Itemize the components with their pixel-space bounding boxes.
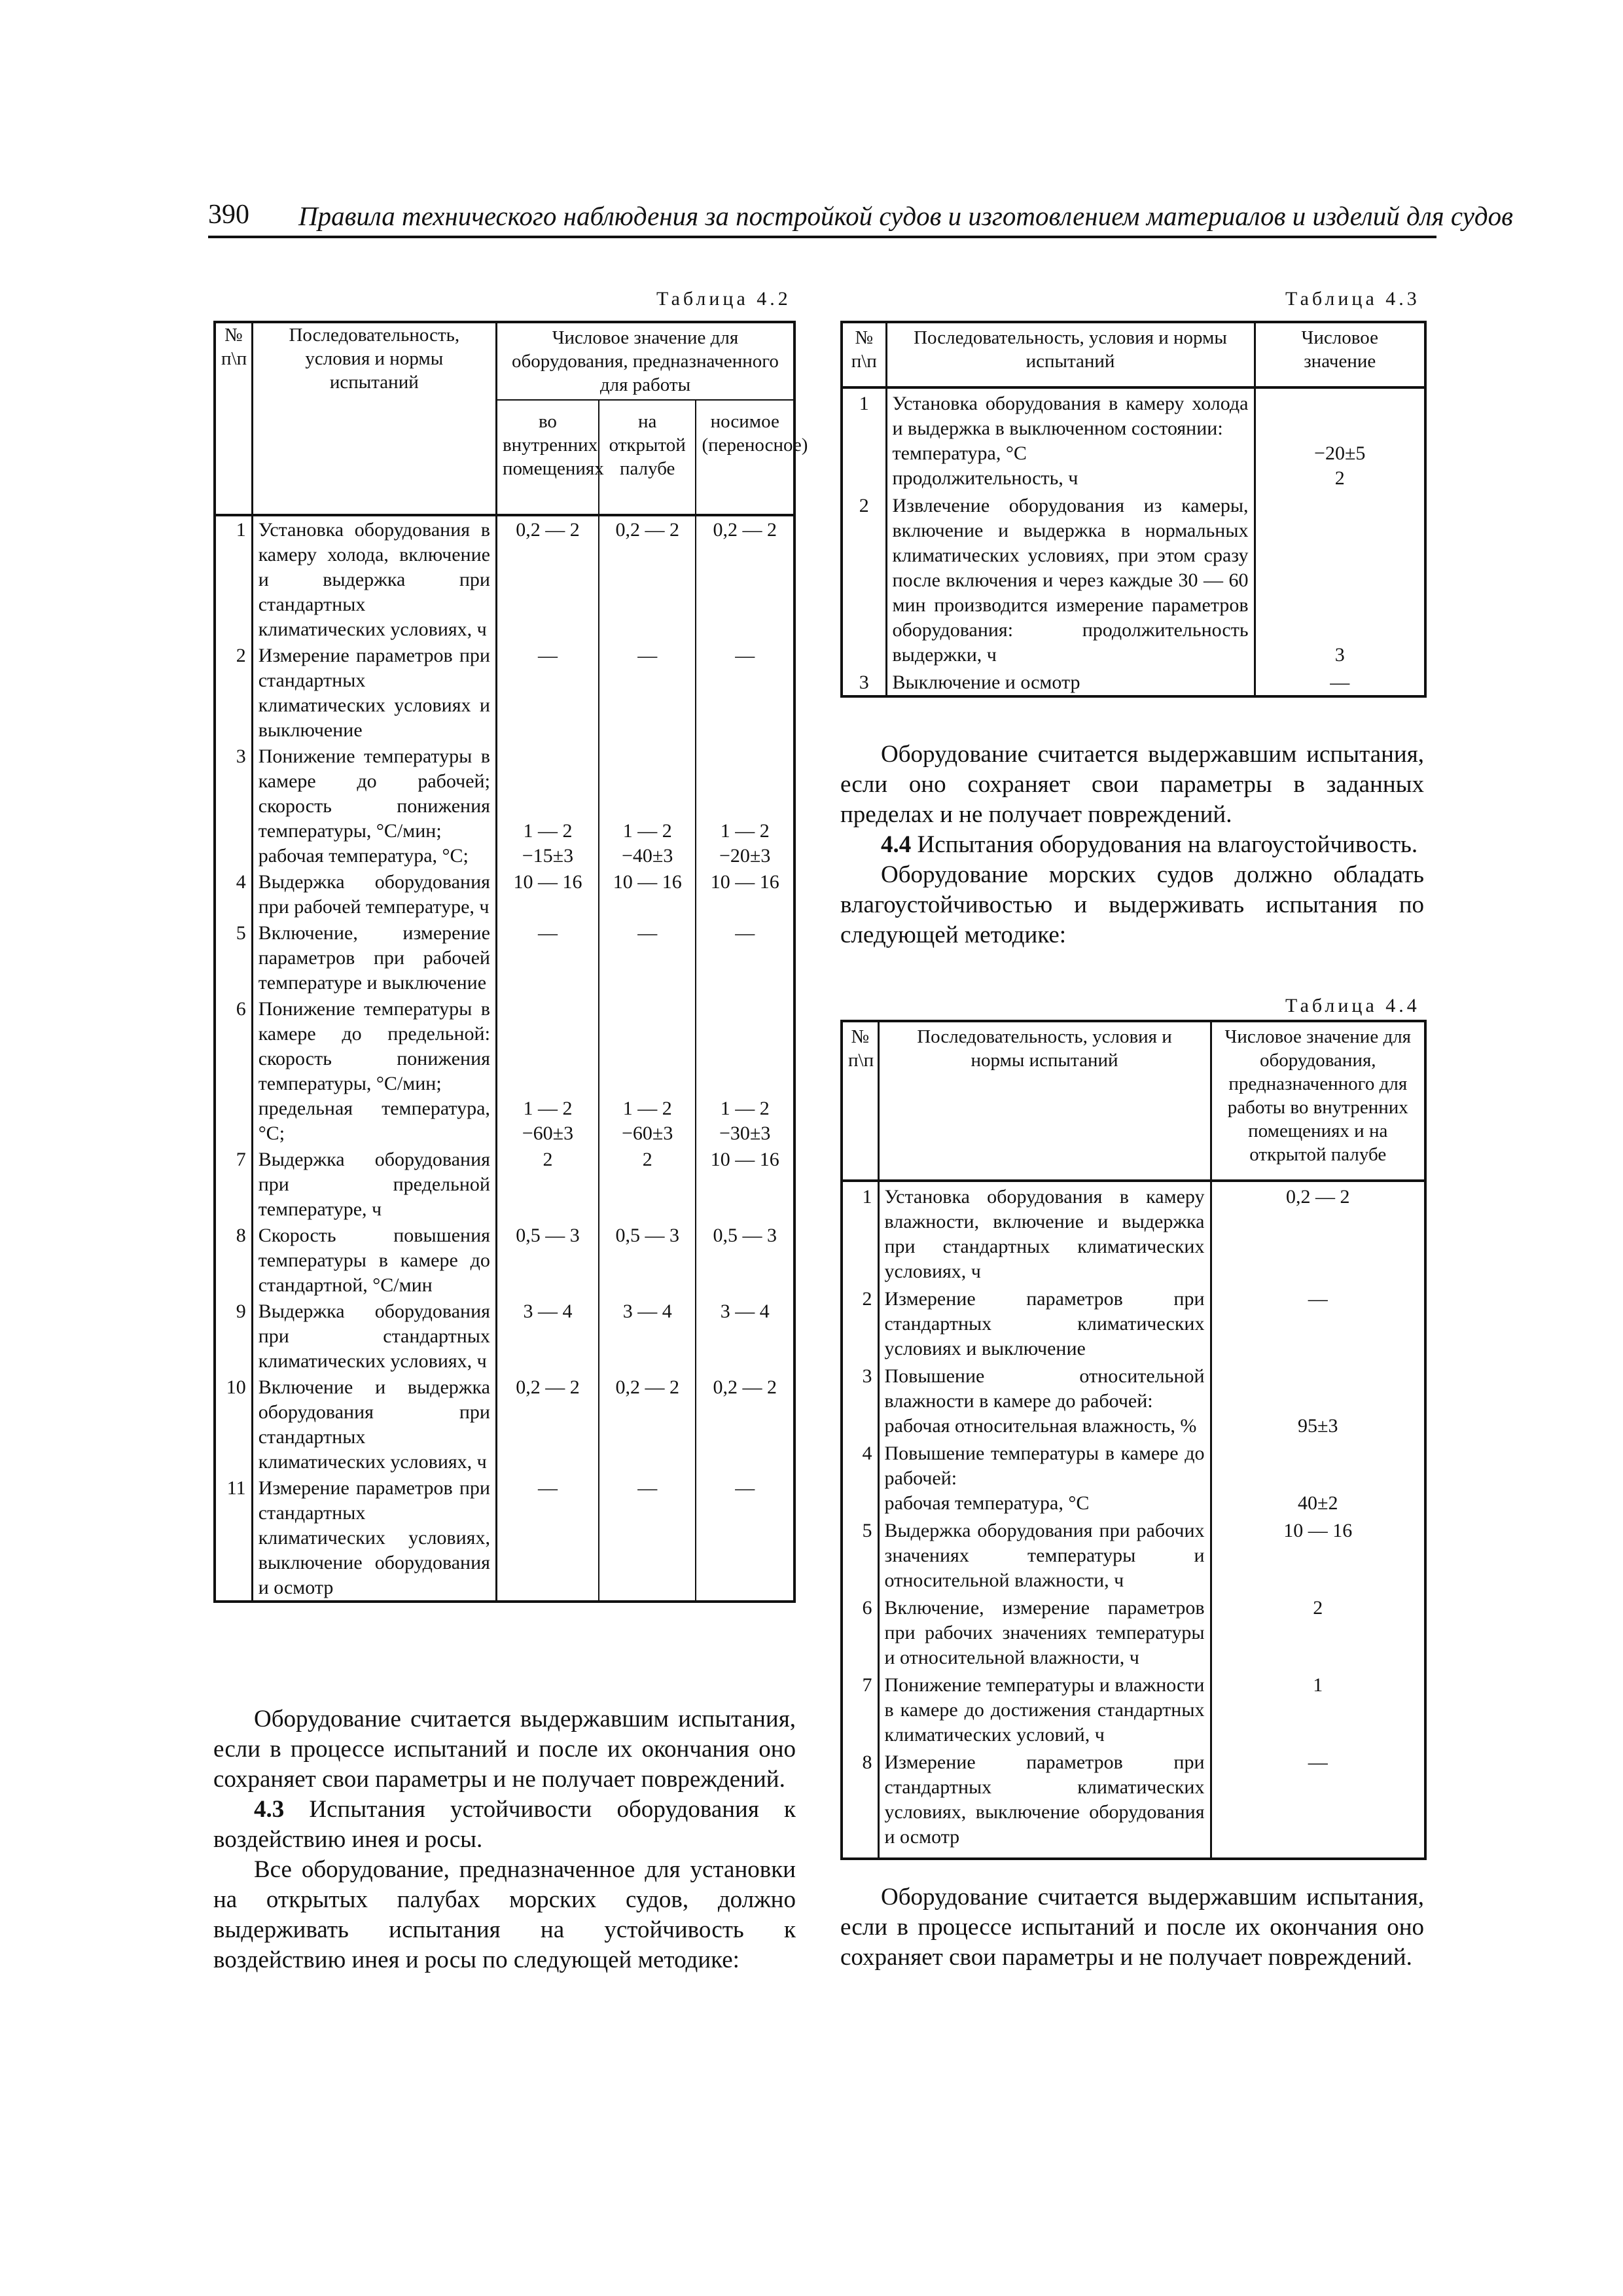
section-4-4-number: 4.4 <box>881 831 912 858</box>
row-value: 95±3 <box>1298 1415 1338 1437</box>
row-value: 0,2 — 2 <box>1286 1186 1350 1208</box>
row-value-c: 1 — 2 −30±3 <box>719 1098 771 1144</box>
table-row <box>842 1361 1425 1439</box>
row-value-a: 1 — 2 −60±3 <box>496 996 599 1146</box>
left-text <box>213 1704 796 1975</box>
running-title: Правила технического наблюдения за постройкой судов и изготовлением материалов и изделий для судов <box>298 201 1513 231</box>
row-description: Измерение параметров при стандартных климатических условиях, выключение оборудования и осмотр <box>878 1748 1211 1859</box>
col-deck-header: на открытой палубе <box>599 400 696 515</box>
col-value-header: Числовое значение для оборудования, предназначенного для работы <box>496 322 794 400</box>
row-value: −20±5 2 <box>1314 442 1366 489</box>
row-number: 6 <box>842 1593 878 1670</box>
row-number: 7 <box>842 1670 878 1748</box>
col-portable-header: носимое (переносное) <box>702 411 808 456</box>
row-number: 8 <box>215 1222 252 1298</box>
row-number: 8 <box>842 1748 878 1859</box>
table-4-2-caption: Таблица 4.2 <box>656 288 791 310</box>
row-description: Установка оборудования в камеру влажности, включение и выдержка при стандартных климатических условиях, ч <box>878 1181 1211 1284</box>
table-row <box>215 515 794 642</box>
row-value-c: 10 — 16 <box>710 871 779 893</box>
left-paragraph-2 <box>213 1795 796 1855</box>
row-value-c: 0,2 — 2 <box>713 1376 777 1398</box>
row-value-b: — <box>599 920 696 996</box>
section-4-4-title: Испытания оборудования на влагоустойчивость. <box>911 831 1418 858</box>
row-value-a: 10 — 16 <box>496 869 599 920</box>
row-number: 6 <box>215 996 252 1146</box>
row-value: — <box>1308 1288 1328 1310</box>
row-value-c: 0,2 — 2 <box>713 519 777 541</box>
row-description: Скорость повышения температуры в камере до стандартной, °С/мин <box>252 1222 496 1298</box>
table-row <box>842 668 1425 696</box>
row-value-c: 10 — 16 <box>710 1149 779 1170</box>
section-4-3-number: 4.3 <box>254 1796 285 1823</box>
row-value-a: 0,5 — 3 <box>496 1222 599 1298</box>
table-row <box>842 491 1425 668</box>
row-value-c: — <box>735 645 755 666</box>
row-value-b: 1 — 2 −40±3 <box>599 743 696 869</box>
row-value-a: — <box>496 920 599 996</box>
row-value-b: 2 <box>599 1146 696 1222</box>
page-number: 390 <box>208 200 249 230</box>
row-number: 2 <box>842 1284 878 1361</box>
table-4-4-caption: Таблица 4.4 <box>1285 995 1420 1016</box>
row-value-c: — <box>735 1477 755 1499</box>
row-number: 7 <box>215 1146 252 1222</box>
row-value-b: — <box>599 1475 696 1602</box>
table-row <box>215 1475 794 1602</box>
right-text-bottom <box>840 1882 1424 1973</box>
row-description: Измерение параметров при стандартных климатических условиях, выключение оборудования и осмотр <box>252 1475 496 1602</box>
row-number: 1 <box>842 1181 878 1284</box>
row-value: 40±2 <box>1298 1492 1338 1514</box>
row-description: Установка оборудования в камеру холода, включение и выдержка при стандартных климатических условиях, ч <box>252 515 496 642</box>
row-value-c: — <box>735 922 755 944</box>
table-row <box>215 1146 794 1222</box>
table-row <box>842 1284 1425 1361</box>
row-value-a: 3 — 4 <box>496 1298 599 1374</box>
row-value-a: 0,2 — 2 <box>496 515 599 642</box>
left-paragraph-1: Оборудование считается выдержавшим испытания, если в процессе испытаний и после их окончания оно сохраняет свои параметры и не получает повреждений. <box>213 1706 796 1793</box>
col-value-header: Числовое значение <box>1301 327 1378 372</box>
table-row <box>842 1516 1425 1593</box>
row-value-b: 1 — 2 −60±3 <box>599 996 696 1146</box>
row-description: Включение и выдержка оборудования при стандартных климатических условиях, ч <box>252 1374 496 1475</box>
row-description: Повышение температуры в камере до рабочей: рабочая температура, °С <box>878 1439 1211 1516</box>
right-paragraph-3: Оборудование морских судов должно обладать влагоустойчивостью и выдерживать испытания по следующей методике: <box>840 861 1424 948</box>
row-value: 3 <box>1334 644 1345 666</box>
row-value-c: 1 — 2 −20±3 <box>719 820 771 867</box>
row-description: Включение, измерение параметров при рабочих значениях температуры и относительной влажности, ч <box>878 1593 1211 1670</box>
row-number: 3 <box>215 743 252 869</box>
row-description: Понижение температуры в камере до рабочей; скорость понижения температуры, °С/мин; рабочая температура, °С; <box>252 743 496 869</box>
row-value: 10 — 16 <box>1283 1520 1353 1541</box>
row-value-b: — <box>599 642 696 743</box>
row-description: Повышение относительной влажности в камере до рабочей: рабочая относительная влажность, % <box>878 1361 1211 1439</box>
row-description: Выключение и осмотр <box>886 668 1255 696</box>
row-value-a: 1 — 2 −15±3 <box>496 743 599 869</box>
table-row <box>215 920 794 996</box>
row-value-b: 3 — 4 <box>599 1298 696 1374</box>
col-sequence-header: Последовательность, условия и нормы испытаний <box>252 322 496 515</box>
row-value-b: 0,2 — 2 <box>599 1374 696 1475</box>
table-row <box>842 1439 1425 1516</box>
row-number: 1 <box>215 515 252 642</box>
row-description: Включение, измерение параметров при рабочей температуре и выключение <box>252 920 496 996</box>
row-description: Выдержка оборудования при стандартных климатических условиях, ч <box>252 1298 496 1374</box>
table-4-2 <box>213 321 808 1603</box>
row-description: Выдержка оборудования при рабочей температуре, ч <box>252 869 496 920</box>
row-value-c: 3 — 4 <box>720 1300 770 1322</box>
row-value-a: — <box>496 642 599 743</box>
row-value-b: 0,2 — 2 <box>599 515 696 642</box>
right-paragraph-4: Оборудование считается выдержавшим испытания, если в процессе испытаний и после их окончания оно сохраняет свои параметры и не получает повреждений. <box>840 1884 1424 1971</box>
table-row <box>215 1222 794 1298</box>
row-value: 1 <box>1313 1674 1323 1696</box>
row-number: 5 <box>842 1516 878 1593</box>
col-inside-header: во внутренних помещениях <box>496 400 599 515</box>
col-sequence-header: Последовательность, условия и нормы испытаний <box>878 1021 1211 1181</box>
row-number: 2 <box>215 642 252 743</box>
table-row <box>842 1748 1425 1859</box>
table-4-4 <box>840 1020 1427 1860</box>
row-number: 3 <box>842 668 886 696</box>
right-paragraph-1: Оборудование считается выдержавшим испытания, если оно сохраняет свои параметры в заданных пределах и не получает повреждений. <box>840 741 1424 828</box>
col-value-header: Числовое значение для оборудования, предназначенного для работы во внутренних помещениях и на открытой палубе <box>1224 1026 1412 1165</box>
left-paragraph-3: Все оборудование, предназначенное для установки на открытых палубах морских судов, должно выдерживать испытания на устойчивость к воздействию инея и росы по следующей методике: <box>213 1856 796 1973</box>
col-number-header: № п\п <box>215 322 252 515</box>
row-number: 1 <box>842 387 886 491</box>
row-description: Понижение температуры и влажности в камере до достижения стандартных климатических условий, ч <box>878 1670 1211 1748</box>
section-4-3-title: Испытания устойчивости оборудования к воздействию инея и росы. <box>213 1796 796 1853</box>
row-value: 2 <box>1313 1597 1323 1619</box>
table-4-3 <box>840 321 1427 698</box>
row-number: 4 <box>215 869 252 920</box>
row-value-b: 10 — 16 <box>599 869 696 920</box>
page-header <box>208 196 1513 238</box>
table-row <box>842 1670 1425 1748</box>
table-row <box>842 387 1425 491</box>
table-4-3-caption: Таблица 4.3 <box>1285 288 1420 310</box>
row-description: Установка оборудования в камеру холода и выдержка в выключенном состоянии: температура, °С продолжительность, ч <box>886 387 1255 491</box>
row-number: 5 <box>215 920 252 996</box>
table-row <box>215 996 794 1146</box>
table-row <box>215 743 794 869</box>
col-number-header: № п\п <box>842 322 886 387</box>
table-row <box>215 642 794 743</box>
table-row <box>215 1374 794 1475</box>
row-description: Извлечение оборудования из камеры, включение и выдержка в нормальных климатических условиях, при этом сразу после включения и через каждые 30 — 60 мин производится измерение параметров оборудования: продолжительность выдержки, ч <box>886 491 1255 668</box>
row-number: 11 <box>215 1475 252 1602</box>
row-description: Выдержка оборудования при рабочих значениях температуры и относительной влажности, ч <box>878 1516 1211 1593</box>
row-value-a: 0,2 — 2 <box>496 1374 599 1475</box>
row-value: — <box>1330 672 1350 693</box>
row-value-a: 2 <box>496 1146 599 1222</box>
row-description: Понижение температуры в камере до предельной: скорость понижения температуры, °С/мин; предельная температура, °С; <box>252 996 496 1146</box>
right-paragraph-2 <box>840 830 1424 860</box>
row-description: Измерение параметров при стандартных климатических условиях и выключение <box>878 1284 1211 1361</box>
row-number: 9 <box>215 1298 252 1374</box>
col-sequence-header: Последовательность, условия и нормы испытаний <box>886 322 1255 387</box>
right-text-top <box>840 740 1424 950</box>
col-number-header: № п\п <box>842 1021 878 1181</box>
table-row <box>842 1593 1425 1670</box>
table-row <box>215 1298 794 1374</box>
table-row <box>215 869 794 920</box>
row-number: 3 <box>842 1361 878 1439</box>
row-description: Выдержка оборудования при предельной температуре, ч <box>252 1146 496 1222</box>
table-row <box>842 1181 1425 1284</box>
row-value: — <box>1308 1751 1328 1773</box>
row-number: 10 <box>215 1374 252 1475</box>
row-number: 2 <box>842 491 886 668</box>
row-value-b: 0,5 — 3 <box>599 1222 696 1298</box>
row-value-c: 0,5 — 3 <box>713 1225 777 1246</box>
row-number: 4 <box>842 1439 878 1516</box>
row-description: Измерение параметров при стандартных климатических условиях и выключение <box>252 642 496 743</box>
row-value-a: — <box>496 1475 599 1602</box>
